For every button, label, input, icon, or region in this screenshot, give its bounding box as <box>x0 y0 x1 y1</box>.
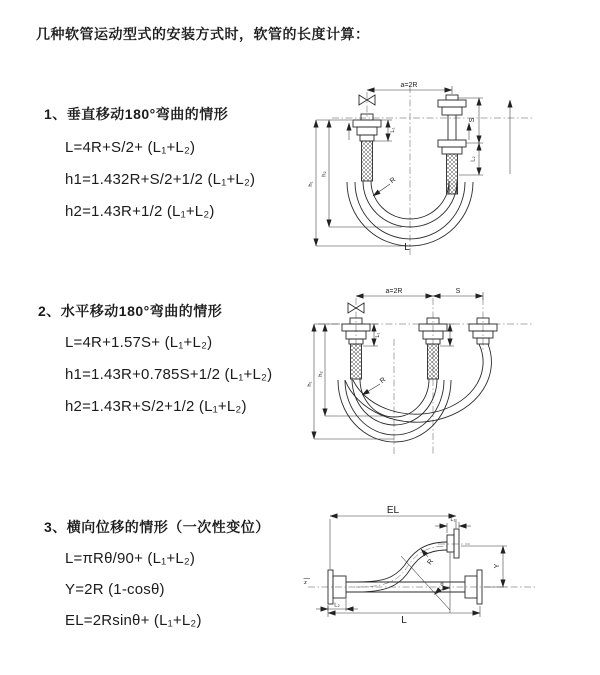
section-2-formula-h1: h1=1.43R+0.785S+1/2 (L₁+L₂) <box>65 366 273 383</box>
section-2-heading: 2、水平移动180°弯曲的情形 <box>38 303 223 319</box>
dim-label-h2: h₂ <box>318 371 324 377</box>
diagram-vertical-180-bend <box>302 78 592 258</box>
dim-label-l2: L₂ <box>334 602 340 609</box>
dim-s <box>433 288 483 300</box>
diagram-lateral-displacement <box>300 500 598 660</box>
section-3-heading: 3、横向位移的情形（一次性变位） <box>44 519 270 535</box>
radius-callout <box>362 376 387 395</box>
right-fitting <box>438 95 466 194</box>
dim-el <box>330 505 456 569</box>
page-title: 几种软管运动型式的安装方式时，软管的长度计算： <box>36 26 370 42</box>
dim-label-h1: h₁ <box>308 181 314 187</box>
radius-callout <box>373 177 397 196</box>
dim-label-s: S <box>469 117 476 123</box>
section-3-formula-L: L=πRθ/90+ (L₁+L₂) <box>65 550 196 567</box>
dim-label-h2: h₂ <box>321 171 328 177</box>
dim-label-l1: L₁ <box>375 332 381 338</box>
dim-l2 <box>316 599 358 611</box>
centerlines <box>304 544 537 587</box>
section-3-formula-Y: Y=2R (1-cosθ) <box>65 581 165 598</box>
dim-label-a2r: a=2R <box>400 82 418 89</box>
dim-a2r <box>367 82 452 94</box>
section-1-formula-h2: h2=1.43R+1/2 (L₁+L₂) <box>65 203 215 220</box>
dim-a2r <box>356 288 433 296</box>
section-3-formula-EL: EL=2Rsinθ+ (L₁+L₂) <box>65 612 202 629</box>
dim-label-l-total: L <box>404 242 410 253</box>
elevated-flange-displaced-position <box>447 529 459 558</box>
dim-label-r: R <box>379 376 388 386</box>
dim-label-r: R <box>388 176 398 186</box>
section-1-heading: 1、垂直移动180°弯曲的情形 <box>44 106 229 122</box>
angle-theta <box>401 552 450 613</box>
axis-mark-z: z <box>304 580 307 586</box>
section-2-formula-L: L=4R+1.57S+ (L₁+L₂) <box>65 334 213 351</box>
section-1-formula-L: L=4R+S/2+ (L₁+L₂) <box>65 139 196 156</box>
dim-s <box>458 98 483 143</box>
dim-label-h1: h₁ <box>307 381 313 387</box>
dim-label-l1: L₁ <box>390 127 396 133</box>
left-fitting <box>353 114 381 181</box>
diagram-horizontal-180-bend <box>298 284 593 464</box>
dim-label-theta: θ <box>440 582 444 588</box>
dim-l2 <box>459 143 483 175</box>
dim-label-l1: L₁ <box>450 517 456 523</box>
dim-label-a2r: a=2R <box>385 288 403 295</box>
dim-label-l2: L₂ <box>470 156 477 162</box>
dim-y <box>461 546 507 587</box>
dim-label-r: R <box>426 558 436 567</box>
dim-label-y: Y <box>494 563 501 569</box>
movement-arrows <box>349 100 510 174</box>
section-1-formula-h1: h1=1.432R+S/2+1/2 (L₁+L₂) <box>65 171 256 188</box>
dim-label-s: S <box>455 288 461 295</box>
dim-l1 <box>435 517 471 533</box>
section-2-formula-h2: h2=1.43R+S/2+1/2 (L₁+L₂) <box>65 398 247 415</box>
dim-label-el: EL <box>386 505 400 516</box>
hose-s-curve <box>356 542 447 592</box>
dim-label-l-total: L <box>401 615 407 626</box>
